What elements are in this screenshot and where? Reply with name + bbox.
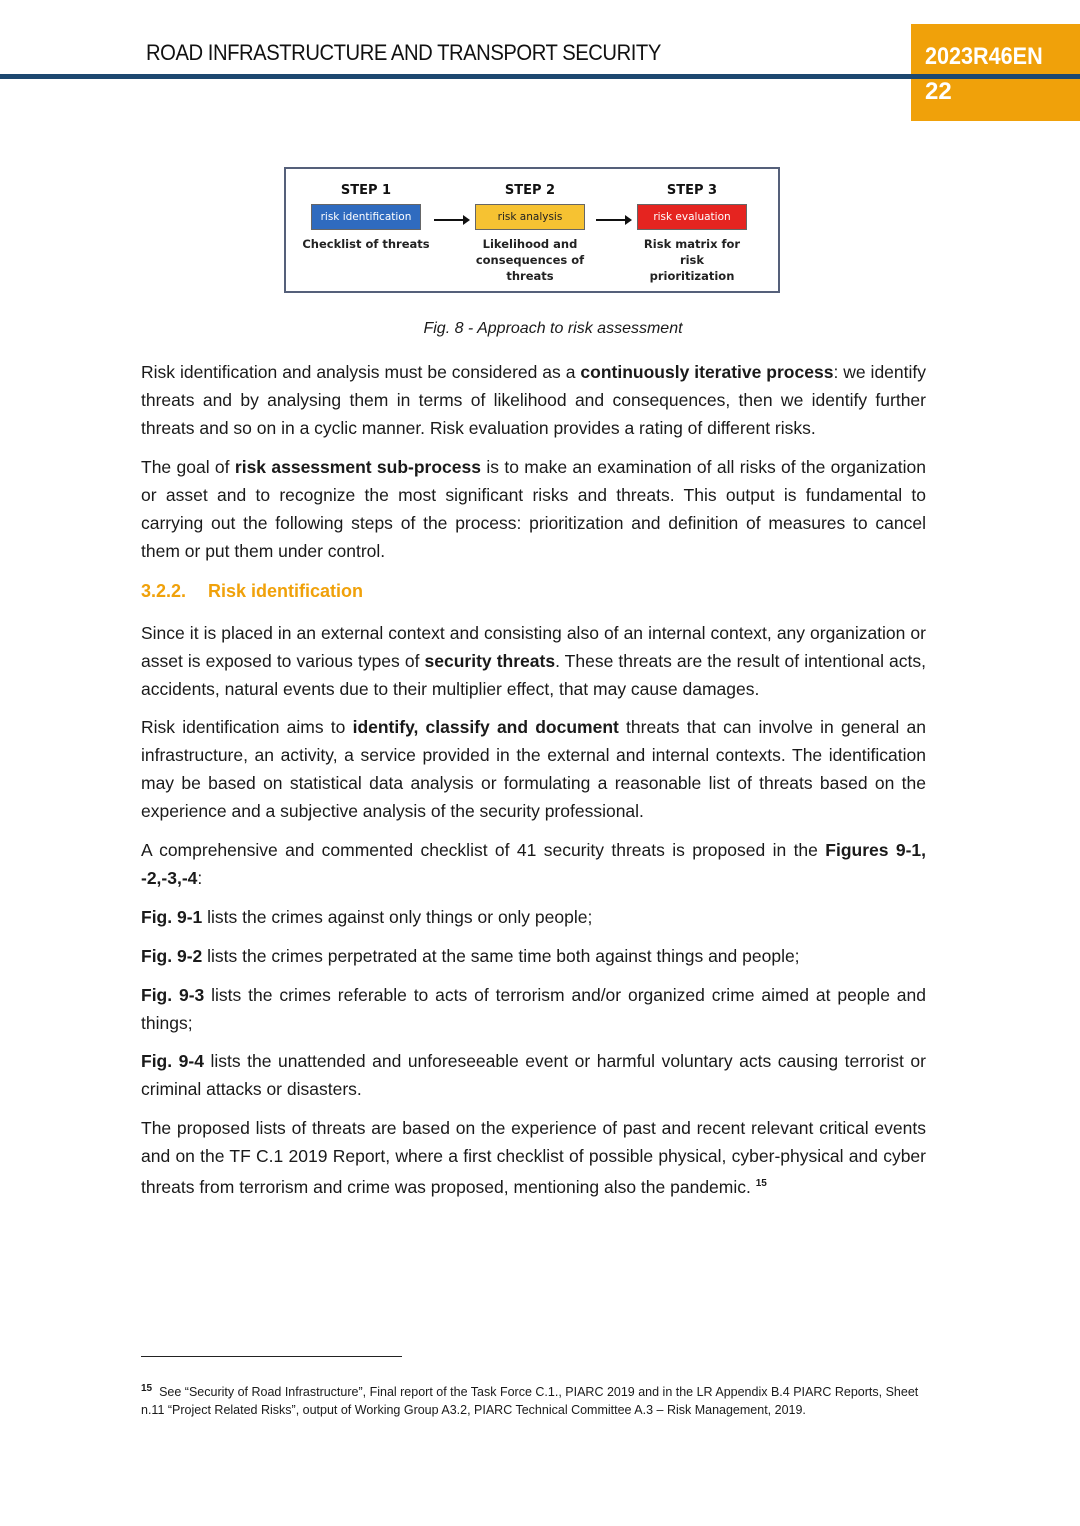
bold-text: continuously iterative process	[580, 362, 834, 382]
step-desc: Risk matrix for risk prioritization	[643, 237, 741, 283]
paragraph	[141, 1047, 926, 1103]
footnote-text: See “Security of Road Infrastructure”, Final report of the Task Force C.1., PIARC 2019 and in the LR Appendix B.4 PIARC Reports, Sheet n.11 “Project Related Risks”, output of Working Group A3.2, PIARC Technical Committee A.3 – Risk Management, 2019.	[141, 1385, 919, 1418]
text: Risk identification aims to	[141, 717, 353, 737]
page-number: 22	[925, 78, 952, 105]
paragraph	[141, 836, 926, 892]
text: lists the crimes against only things or only people;	[202, 907, 593, 927]
bold-text: Fig. 9-2	[141, 946, 203, 966]
text: A comprehensive and commented checklist of 41 security threats is proposed in the	[141, 840, 826, 860]
bold-text: Fig. 9-1	[141, 907, 203, 927]
header-badge	[911, 24, 1080, 121]
footnote	[141, 1380, 926, 1419]
section-title: Risk identification	[208, 581, 364, 601]
text: The goal of	[141, 457, 235, 477]
text: lists the unattended and unforeseeable event or harmful voluntary acts causing terrorist or criminal attacks or disasters.	[141, 1051, 926, 1099]
bold-text: Fig. 9-4	[141, 1051, 204, 1071]
text: lists the crimes referable to acts of terrorism and/or organized crime aimed at people and things;	[141, 985, 926, 1033]
section-number: 3.2.2.	[141, 581, 187, 601]
footnote-ref[interactable]: 15	[755, 1178, 767, 1189]
paragraph	[141, 1114, 926, 1201]
bold-text: risk assessment sub-process	[234, 457, 481, 477]
step-box: risk evaluation	[637, 204, 747, 230]
bold-text: Figures 9-1, -2,-3,-4	[141, 840, 926, 888]
section-heading	[141, 581, 363, 602]
paragraph	[141, 358, 926, 442]
figure-caption: Fig. 8 - Approach to risk assessment	[423, 320, 683, 337]
step-3	[622, 183, 762, 284]
step-1	[296, 183, 436, 252]
text: :	[197, 868, 203, 888]
bold-text: security threats	[424, 651, 556, 671]
header-title: ROAD INFRASTRUCTURE AND TRANSPORT SECURITY	[146, 40, 661, 65]
paragraph	[141, 713, 926, 825]
bold-text: identify, classify and document	[352, 717, 619, 737]
text: The proposed lists of threats are based on the experience of past and recent relevant critical events and on the TF C.1 2019 Report, where a first checklist of possible physical, cyber-physical and cyber threats from terrorism and crime was proposed, mentioning also the pandemic.	[141, 1118, 926, 1197]
risk-assessment-figure	[284, 167, 780, 293]
paragraph	[141, 942, 926, 970]
bold-text: Fig. 9-3	[141, 985, 205, 1005]
text: threats that can involve in general an infrastructure, an activity, a service provided in the external and internal contexts. The identification may be based on statistical data analysis or formulating a reasonable list of threats based on the experience and a subjective analysis of the security professional.	[141, 717, 926, 821]
step-desc: Checklist of threats	[302, 237, 430, 251]
text: Risk identification and analysis must be considered as a	[141, 362, 581, 382]
step-box: risk analysis	[475, 204, 585, 230]
text: is to make an examination of all risks of the organization or asset and to recognize the most significant risks and threats. This output is fundamental to carrying out the following steps of the process: prioritization and definition of measures to cancel them or put them under control.	[141, 457, 927, 561]
paragraph	[141, 619, 926, 703]
footnote-number: 15	[141, 1383, 153, 1394]
step-2	[460, 183, 600, 284]
step-title: STEP 1	[340, 183, 392, 198]
footnote-separator	[141, 1356, 402, 1357]
step-desc: Likelihood and consequences of threats	[475, 237, 585, 283]
text: . These threats are the result of intentional acts, accidents, natural events due to their multiplier effect, that may cause damages.	[141, 651, 927, 699]
paragraph	[141, 453, 926, 565]
header-rule	[0, 74, 1080, 79]
document-code: 2023R46EN	[925, 43, 1043, 70]
step-box: risk identification	[311, 204, 421, 230]
paragraph	[141, 981, 926, 1037]
paragraph	[141, 903, 926, 931]
text: Since it is placed in an external context and consisting also of an internal context, any organization or asset is exposed to various types of	[141, 623, 926, 671]
text: lists the crimes perpetrated at the same time both against things and people;	[202, 946, 800, 966]
text: : we identify threats and by analysing them in terms of likelihood and consequences, then we identify further threats and so on in a cyclic manner. Risk evaluation provides a rating of different risks.	[141, 362, 926, 438]
step-title: STEP 2	[504, 183, 556, 198]
step-title: STEP 3	[666, 183, 718, 198]
